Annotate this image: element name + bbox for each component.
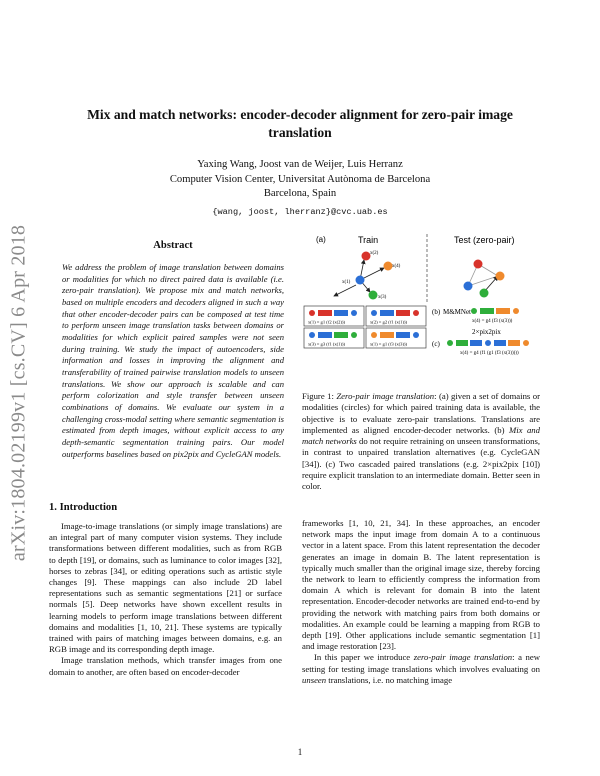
p4-text-b: : a new setting for testing image translations which involves evaluating on: [302, 652, 540, 674]
equation-b: x(4) = g4 (f3 (x(3))): [472, 319, 513, 324]
p4-emphasis-1: zero-pair image translation: [413, 652, 513, 663]
intro-paragraph-3: frameworks [1, 10, 21, 34]. In these approaches, an encoder network maps the input image from domain A to a continuous vector in a latent space. From this latent representation the decoder generates an image in domain B. The latent representation is typically much smaller than the original image size, thereby forcing the network to learn to efficiently compress the information from domain A which is relevant for domain B into the latent representation. Encoder-decoder networks are trained end-to-end by providing the network with matching pairs from both domains or modalities. An example could be learning a mapping from RGB to depth [19]. Other applications include semantic segmentation [1] and image restoration [23].: [302, 518, 540, 652]
p4-emphasis-2: unseen: [302, 674, 327, 685]
node-2-test: [474, 260, 483, 269]
mixmatch-network: [471, 308, 519, 314]
train-box-4-content: [371, 332, 419, 338]
equation-2: x(2) = g2 (f1 (x(1))): [370, 319, 408, 325]
introduction-heading: 1. Introduction: [49, 502, 118, 513]
test-label: Test (zero-pair): [454, 235, 515, 245]
node-1-label: x(1): [342, 280, 351, 285]
train-box-3-content: [309, 332, 357, 338]
caption-prefix: Figure 1:: [302, 391, 337, 401]
arxiv-identifier: [6, 208, 32, 578]
node-2-label: x(2): [370, 251, 379, 256]
equation-4: x(1) = g1 (f3 (x(3))): [370, 341, 408, 347]
mixmatch-label: M&MNet: [443, 308, 471, 316]
train-edge-out: [334, 285, 356, 296]
node-3-test: [480, 289, 489, 298]
intro-paragraph-2: Image translation methods, which transfer images from one domain to another, are often based on encoder-decoder: [49, 655, 282, 677]
intro-paragraph-1: Image-to-image translations (or simply image translations) are an integral part of many computer vision systems. They include transformations between different modalities, such as from RGB to depth [19], or domains, such as luminance to color images [32], horses to zebras [34], or editing operations such as artistic style changes [9]. These mappings can also include 2D label representations such as semantic segmentations [21] or surface normals [5]. Deep networks have shown excellent results in learning models to perform image translations between different domains and modalities [1, 10, 21]. These systems are typically trained with pairs of matching images between domains, e.g. an RGB image and its corresponding depth image.: [49, 521, 282, 655]
equation-3: x(3) = g3 (f1 (x(1))): [308, 341, 346, 347]
arxiv-id-text: arXiv:1804.02199v1 [cs.CV] 6 Apr 2018: [7, 224, 30, 562]
column-right: [302, 518, 540, 686]
panel-c-label: (c): [432, 340, 440, 348]
authors: Yaxing Wang, Joost van de Weijer, Luis Herranz: [197, 159, 403, 170]
node-1-test: [464, 282, 473, 291]
train-box-1-content: [309, 310, 357, 316]
abstract-text: We address the problem of image translation between domains or modalities for which no direct paired data is available (i.e. zero-pair translation). We propose mix and match networks, based on multiple encoders and decoders aligned in such a way that other encoder-decoder pairs can be composed at test time to perform unseen image translation tasks between domains or modalities for which explicit paired samples were not seen during training. We study the impact of autoencoders, side information and losses in improving the alignment and transferability of trained pairwise translation models to unseen translations. We show our approach is scalable and can perform colorization and style transfer between unseen combinations of domains. We evaluate our system in a challenging cross-modal setting where semantic segmentation is estimated from depth images, without explicit access to any depth-semantic segmentation training pairs. Our model outperforms baselines based on pix2pix and CycleGAN models.: [62, 262, 284, 459]
equation-1: x(1) = g1 (f2 (x(2))): [308, 319, 346, 325]
figure-1: [302, 230, 540, 390]
node-3-train: [369, 291, 378, 300]
node-1-train: [356, 276, 365, 285]
node-3-label: x(3): [378, 295, 387, 300]
author-block: [60, 158, 540, 219]
location: Barcelona, Spain: [263, 188, 337, 199]
caption-emphasis-2: Mix and match networks: [302, 424, 540, 447]
pix2pix-label: 2×pix2pix: [472, 328, 501, 336]
figure-1-diagram: [302, 230, 540, 390]
equation-c: x(4) = g4 (f1 (g1 (f3 (x(3))))): [460, 351, 519, 356]
cascaded-network: [447, 340, 529, 346]
page-number: 1: [297, 747, 303, 757]
column-left: [49, 521, 282, 678]
p4-text-a: In this paper we introduce: [314, 652, 414, 663]
caption-text-2: do not require retraining on unseen transformations, in contrast to unpaired translation alternatives (e.g. CycleGAN [34]). (c) Two cascaded paired translations (e.g. 2×pix2pix [10]) require explicit translation to an intermediate domain. Better seen in color.: [302, 436, 540, 492]
figure-caption: [302, 391, 540, 493]
caption-emphasis-1: Zero-pair image translation: [336, 391, 435, 401]
caption-text-1: : (a) given a set of domains or modalities (circles) for which paired training data is available, the objective is to evaluate zero-pair translations. Translations are implemented as aligned encoder-decoder networks. (b): [302, 391, 540, 435]
train-box-2-content: [371, 310, 419, 316]
node-4-label: x(4): [392, 264, 401, 269]
train-label: Train: [358, 235, 379, 245]
affiliation: Computer Vision Center, Universitat Autònoma de Barcelona: [169, 173, 431, 185]
node-4-test: [496, 272, 505, 281]
panel-b-label: (b): [432, 308, 441, 316]
intro-paragraph-4: [302, 652, 540, 686]
email: {wang, joost, lherranz}@cvc.uab.es: [212, 206, 388, 217]
abstract-heading: Abstract: [153, 240, 193, 251]
paper-title: Mix and match networks: encoder-decoder alignment for zero-pair image translation: [87, 107, 513, 140]
panel-a-label: (a): [316, 235, 326, 244]
p4-text-c: translations, i.e. no matching image: [326, 674, 453, 685]
